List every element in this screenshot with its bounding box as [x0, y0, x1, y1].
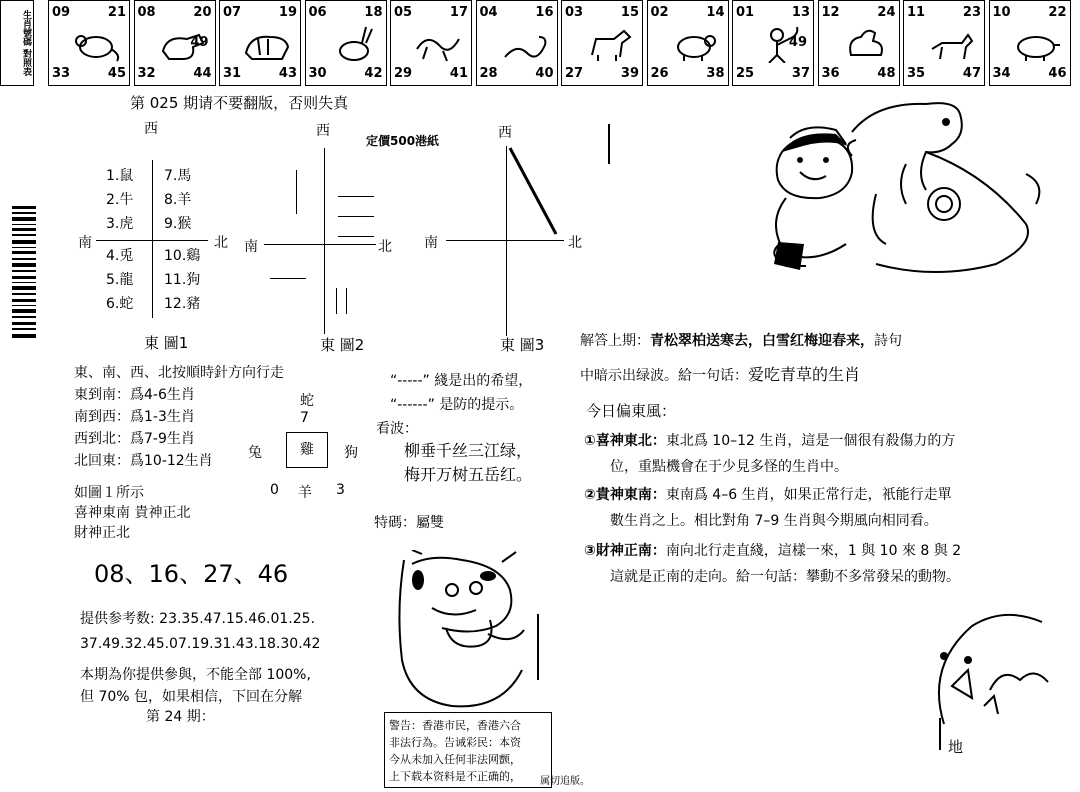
wind-title: 今日偏東風：	[586, 402, 677, 420]
zodiac-tile	[48, 0, 130, 86]
footer-line-3: 第 24 期：	[146, 709, 215, 725]
bottom-right-char: 地	[948, 738, 964, 756]
poem-line-1: 柳垂千丝三江绿，	[404, 441, 533, 460]
wind-item-body-2: 數生肖之上。相比對角 7–9 生肖與今期風向相同看。	[610, 513, 938, 529]
diagram3-south: 南	[424, 235, 438, 251]
zodiac-label: 12.豬	[164, 296, 201, 312]
wind-item-body: 東北爲 10–12 生肖，這是一個很有殺傷力的方	[665, 433, 956, 449]
figure-note: 如圖１所示	[74, 485, 144, 501]
dog-icon	[926, 25, 976, 63]
zodiac-number: 09	[52, 5, 71, 20]
price-label: 定價500港紙	[366, 134, 440, 148]
zodiac-number: 48	[877, 66, 896, 81]
zodiac-number: 26	[650, 66, 669, 81]
zodiac-number: 30	[308, 66, 327, 81]
wind-item-body-2: 這就是正南的走向。給一句話：攀動不多常發呆的動物。	[610, 569, 960, 585]
direction-line: 北回東：爲10-12生肖	[74, 453, 213, 469]
hint-snake: 蛇	[300, 393, 314, 409]
zodiac-number: 17	[449, 5, 468, 20]
warning-tail: 属切追版。	[540, 776, 590, 787]
zodiac-label: 11.狗	[164, 272, 201, 288]
warning-box	[384, 712, 552, 788]
warning-line: 非法行為。告诫彩民：本资	[389, 736, 521, 749]
hint-line-1: “-----” 綫是出的希望，	[390, 373, 533, 389]
zodiac-number: 41	[449, 66, 468, 81]
zodiac-number: 08	[137, 5, 156, 20]
zodiac-number: 21	[107, 5, 126, 20]
zodiac-number: 01	[736, 5, 755, 20]
zodiac-number: 23	[962, 5, 981, 20]
zodiac-number: 36	[821, 66, 840, 81]
zodiac-tile	[732, 0, 814, 86]
zodiac-number: 13	[791, 5, 810, 20]
wind-item-3	[584, 538, 961, 590]
zodiac-number: 24	[877, 5, 896, 20]
zodiac-label: 1.鼠	[106, 168, 134, 184]
diagram1-right-list	[164, 164, 200, 316]
horse-boy-illustration	[756, 94, 1056, 280]
ref-numbers-row-1: 23.35.47.15.46.01.25.	[159, 611, 316, 627]
horse-icon	[584, 25, 634, 63]
diagram-3	[420, 112, 600, 352]
diagram3-north: 北	[568, 235, 582, 251]
rabbit-icon	[328, 25, 378, 63]
zodiac-number: 31	[223, 66, 242, 81]
direction-intro: 東、南、西、北按順時針方向行走	[74, 365, 284, 381]
zodiac-number: 10	[992, 5, 1011, 20]
direction-line: 東到南：爲4-6生肖	[74, 387, 195, 403]
zodiac-tile	[476, 0, 558, 86]
ox-icon	[157, 25, 207, 63]
barcode	[12, 206, 38, 346]
wind-item-title: ②貴神東南：	[584, 487, 666, 503]
diagram-1	[60, 112, 250, 352]
warning-line: 警告：香港市民，香港六合	[389, 719, 521, 732]
wind-item-1	[584, 428, 955, 480]
zodiac-tile	[903, 0, 985, 86]
direction-line: 西到北：爲7-9生肖	[74, 431, 195, 447]
look-wave-label: 看波：	[376, 421, 418, 437]
zodiac-tile	[561, 0, 643, 86]
hint-line-2: “------” 是防的提示。	[390, 397, 524, 413]
zodiac-number: 33	[52, 66, 71, 81]
ref-numbers-label	[80, 608, 315, 628]
direction-list	[74, 384, 213, 472]
snake-icon	[499, 25, 549, 63]
gods-line-1: 喜神東南 貴神正北	[74, 505, 191, 521]
zodiac-label: 7.馬	[164, 168, 192, 184]
pig-icon	[1012, 25, 1062, 63]
zodiac-label: 5.龍	[106, 272, 134, 288]
zodiac-number: 14	[706, 5, 725, 20]
zodiac-label: 6.蛇	[106, 296, 134, 312]
zodiac-number: 25	[736, 66, 755, 81]
diagram1-west: 西	[144, 121, 158, 137]
hint-dog: 狗	[344, 445, 358, 461]
zodiac-number: 03	[565, 5, 584, 20]
diagram1-left-list	[106, 164, 133, 316]
header-notice: 第 025 期请不要翻版，否则失真	[130, 94, 349, 112]
zodiac-number: 16	[535, 5, 554, 20]
answer-poem: 青松翠柏送寒去，白雪红梅迎春来，	[650, 333, 874, 349]
zodiac-label: 9.猴	[164, 216, 192, 232]
rat-icon	[71, 25, 121, 63]
wind-item-title: ①喜神東北：	[584, 433, 666, 449]
zodiac-number: 06	[308, 5, 327, 20]
chick-illustration	[924, 606, 1074, 756]
zodiac-number: 45	[107, 66, 126, 81]
direction-line: 南到西：爲1-3生肖	[74, 409, 195, 425]
hint-zero: 0	[270, 482, 279, 498]
zodiac-number: 35	[907, 66, 926, 81]
diagram3-west: 西	[498, 125, 512, 141]
diagram1-north: 北	[214, 235, 228, 251]
diagram1-south: 南	[78, 235, 92, 251]
wind-item-2	[584, 482, 952, 534]
answer-line-2	[580, 362, 860, 385]
wind-item-body: 南向北行走直綫，這樣一來，1 與 10 來 8 與 2	[665, 543, 962, 559]
zodiac-tile	[305, 0, 387, 86]
zodiac-number: 04	[479, 5, 498, 20]
zodiac-label: 3.虎	[106, 216, 134, 232]
zodiac-number: 18	[364, 5, 383, 20]
zodiac-sidebar: 生肖號碼 對照表	[0, 0, 34, 86]
hint-sheep: 羊	[298, 485, 312, 501]
zodiac-number: 42	[364, 66, 383, 81]
hint-seven: 7	[300, 410, 309, 426]
zodiac-number: 28	[479, 66, 498, 81]
answer-hint-prefix: 中暗示出	[580, 368, 636, 384]
zodiac-label: 4.兎	[106, 248, 134, 264]
lucky-numbers: 08、16、27、46	[94, 560, 289, 588]
zodiac-number: 47	[962, 66, 981, 81]
diagram-2	[240, 112, 420, 352]
zodiac-tile	[989, 0, 1071, 86]
zodiac-number: 11	[907, 5, 926, 20]
zodiac-number: 19	[278, 5, 297, 20]
zodiac-tile	[219, 0, 301, 86]
zodiac-number: 32	[137, 66, 156, 81]
footer-line-2: 但 70% 包，如果相信，下回在分解	[80, 689, 303, 705]
zodiac-number: 46	[1048, 66, 1067, 81]
warning-line: 今从未加入任何非法网颤，	[389, 753, 521, 766]
tiger-icon	[242, 25, 292, 63]
diagram1-caption: 東 圖1	[144, 334, 189, 352]
zodiac-number: 29	[394, 66, 413, 81]
diagram2-west: 西	[316, 123, 330, 139]
zodiac-label: 10.鷄	[164, 248, 201, 264]
zodiac-number: 40	[535, 66, 554, 81]
diagram2-north: 北	[378, 239, 392, 255]
zodiac-number: 20	[193, 5, 212, 20]
zodiac-tile	[134, 0, 216, 86]
dragon-icon	[413, 25, 463, 63]
hint-three: 3	[336, 482, 345, 498]
hint-rooster-box: 雞	[286, 432, 328, 468]
cow-illustration	[392, 550, 542, 710]
zodiac-number: 27	[565, 66, 584, 81]
zodiac-number: 07	[223, 5, 242, 20]
zodiac-number: 12	[821, 5, 840, 20]
answer-hint-mid: 。給一句话：	[664, 368, 748, 384]
monkey-icon	[755, 25, 805, 63]
zodiac-number: 02	[650, 5, 669, 20]
wind-item-title: ③財神正南：	[584, 543, 666, 559]
diagonal-line	[508, 146, 568, 238]
diagram2-south: 南	[244, 239, 258, 255]
zodiac-number: 38	[706, 66, 725, 81]
wind-item-body-2: 位，重點機會在于少見多怪的生肖中。	[610, 459, 848, 475]
zodiac-number: 43	[278, 66, 297, 81]
zodiac-number: 37	[791, 66, 810, 81]
answer-tail: 詩句	[874, 333, 902, 349]
ref-numbers-row-2: 37.49.32.45.07.19.31.43.18.30.42	[80, 636, 321, 652]
warning-line: 上下载本资料是不正确的，	[389, 770, 521, 783]
zodiac-tile	[390, 0, 472, 86]
answer-label: 解答上期：	[580, 333, 650, 349]
zodiac-number: 15	[620, 5, 639, 20]
answer-highlight: 绿波	[636, 368, 664, 384]
zodiac-number: 34	[992, 66, 1011, 81]
answer-phrase: 爱吃青草的生肖	[748, 365, 861, 384]
zodiac-number: 39	[620, 66, 639, 81]
zodiac-number: 44	[193, 66, 212, 81]
special-code: 特碼：屬雙	[374, 515, 444, 531]
zodiac-tile	[647, 0, 729, 86]
zodiac-number: 05	[394, 5, 413, 20]
zodiac-number: 22	[1048, 5, 1067, 20]
footer-line-1: 本期為你提供參與，不能全部 100%,	[80, 667, 311, 683]
zodiac-tile	[818, 0, 900, 86]
answer-line-1	[580, 330, 902, 350]
gods-line-2: 財神正北	[74, 525, 130, 541]
poem-line-2: 梅开万树五岳红。	[404, 465, 533, 484]
ref-numbers-title: 提供参考数:	[80, 611, 155, 627]
diagram2-caption: 東 圖2	[320, 336, 365, 354]
sheep-icon	[670, 25, 720, 63]
hint-rabbit: 兔	[248, 445, 262, 461]
rooster-icon	[841, 25, 891, 63]
wind-item-body: 東南爲 4–6 生肖，如果正常行走，衹能行走單	[665, 487, 952, 503]
zodiac-label: 8.羊	[164, 192, 192, 208]
zodiac-label: 2.牛	[106, 192, 134, 208]
diagram3-caption: 東 圖3	[500, 336, 545, 354]
zodiac-strip	[0, 0, 1080, 88]
zodiac-number: 49	[190, 35, 209, 50]
zodiac-number: 49	[788, 35, 807, 50]
